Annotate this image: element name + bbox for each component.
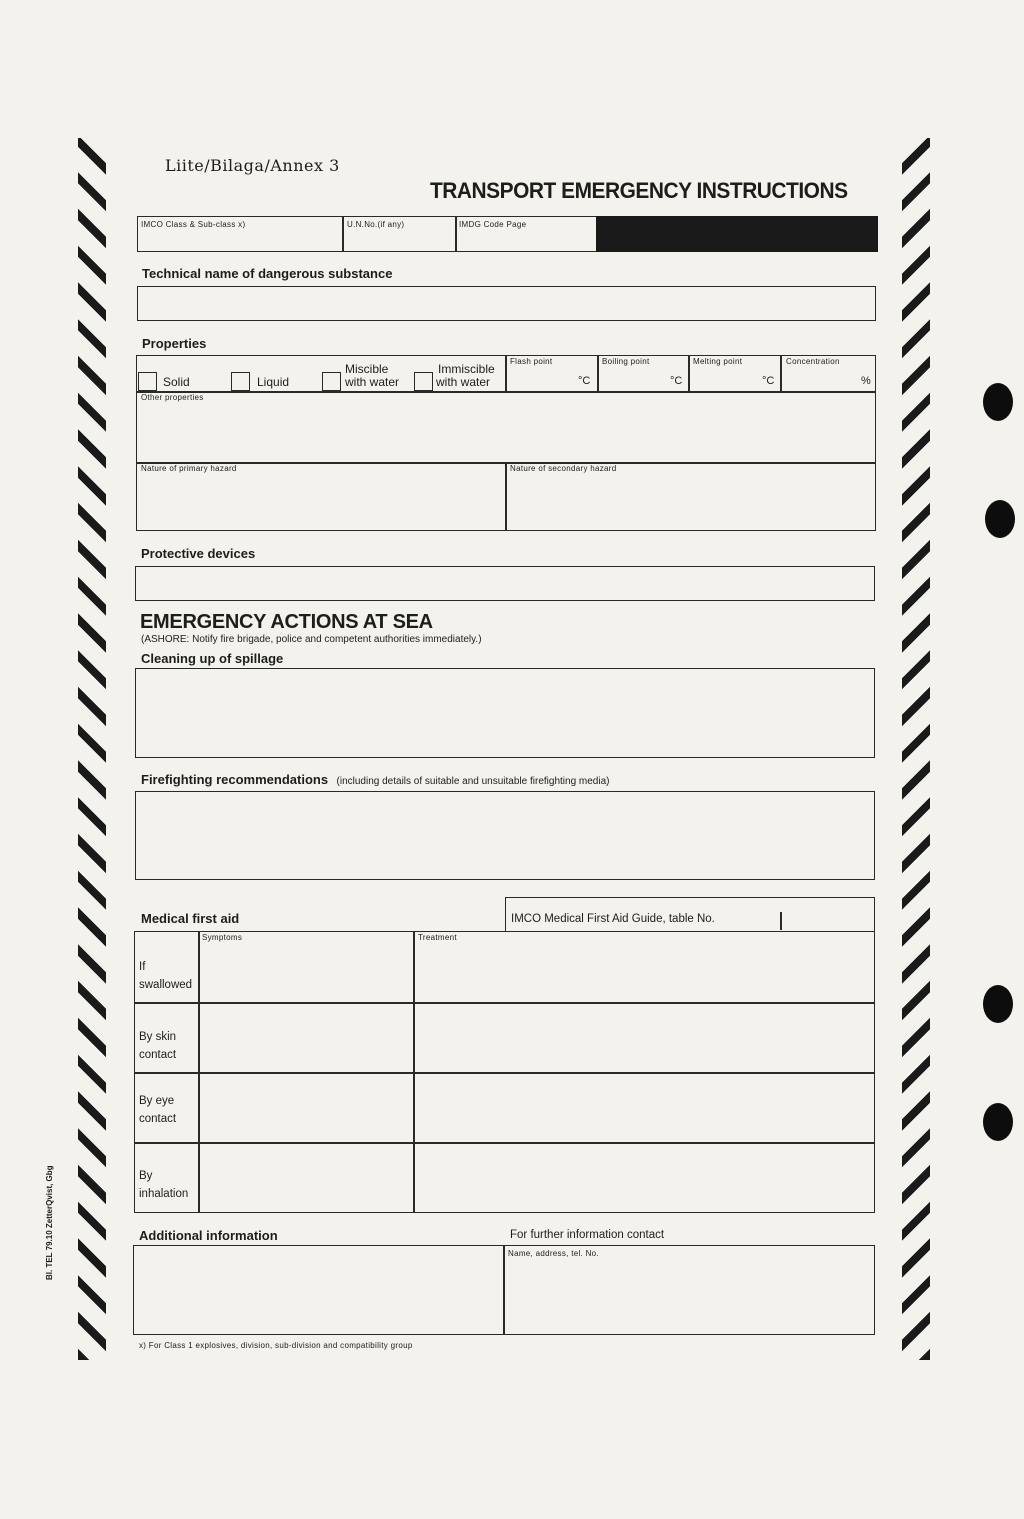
contact-field[interactable] bbox=[507, 1261, 872, 1332]
treatment-swallowed-field[interactable] bbox=[416, 945, 872, 1000]
concentration-unit: % bbox=[861, 375, 871, 387]
binder-hole bbox=[985, 500, 1015, 538]
symptoms-header: Symptoms bbox=[202, 933, 243, 942]
imdg-page-field[interactable] bbox=[458, 235, 594, 250]
ashore-note: (ASHORE: Notify fire brigade, police and competent authorities immediately.) bbox=[141, 634, 482, 645]
treatment-header: Treatment bbox=[418, 933, 457, 942]
firefighting-label: Firefighting recommendations bbox=[141, 772, 329, 787]
secondary-hazard-label: Nature of secondary hazard bbox=[510, 464, 617, 473]
imco-guide-label: IMCO Medical First Aid Guide, table No. bbox=[511, 913, 715, 925]
liquid-label: Liquid bbox=[257, 375, 290, 389]
row-label-skin: By skin contact bbox=[139, 1031, 177, 1061]
firefighting-note: (including details of suitable and unsuitable firefighting media) bbox=[336, 776, 610, 787]
binder-hole bbox=[983, 985, 1013, 1023]
emergency-heading: EMERGENCY ACTIONS AT SEA bbox=[140, 611, 433, 633]
other-properties-label: Other properties bbox=[141, 393, 204, 402]
symptoms-eye-field[interactable] bbox=[201, 1075, 411, 1140]
miscible-checkbox[interactable] bbox=[322, 372, 341, 391]
solid-checkbox[interactable] bbox=[138, 372, 157, 391]
solid-label: Solid bbox=[163, 375, 190, 389]
imdg-page-label: IMDG Code Page bbox=[459, 220, 527, 229]
binder-hole bbox=[983, 1103, 1013, 1141]
page-title: TRANSPORT EMERGENCY INSTRUCTIONS bbox=[430, 178, 848, 203]
un-number-field[interactable] bbox=[345, 235, 453, 250]
additional-info-field[interactable] bbox=[136, 1248, 501, 1332]
immiscible-label-line1: Immiscible bbox=[438, 362, 495, 376]
un-number-label: U.N.No.(if any) bbox=[347, 220, 405, 229]
hazard-stripe-right bbox=[902, 138, 930, 1360]
medical-heading: Medical first aid bbox=[141, 911, 240, 926]
hazard-stripe-left bbox=[78, 138, 106, 1360]
cleaning-field[interactable] bbox=[135, 668, 875, 758]
treatment-skin-field[interactable] bbox=[416, 1005, 872, 1070]
imco-class-label: IMCO Class & Sub-class x) bbox=[141, 220, 246, 229]
technical-name-label: Technical name of dangerous substance bbox=[142, 266, 393, 281]
symptoms-inhalation-field[interactable] bbox=[201, 1145, 411, 1210]
further-contact-label: For further information contact bbox=[510, 1229, 665, 1241]
protective-devices-field[interactable] bbox=[135, 566, 875, 601]
miscible-label-line1: Miscible bbox=[345, 362, 389, 376]
primary-hazard-label: Nature of primary hazard bbox=[141, 464, 237, 473]
footnote: x) For Class 1 explosives, division, sub-division and compatibility group bbox=[139, 1341, 413, 1350]
immiscible-label-line2: with water bbox=[436, 375, 491, 389]
name-address-label: Name, address, tel. No. bbox=[508, 1249, 599, 1258]
additional-info-label: Additional information bbox=[139, 1228, 278, 1243]
binder-hole bbox=[983, 383, 1013, 421]
melting-point-unit: °C bbox=[762, 375, 775, 387]
firefighting-field[interactable] bbox=[135, 791, 875, 880]
treatment-eye-field[interactable] bbox=[416, 1075, 872, 1140]
immiscible-checkbox[interactable] bbox=[414, 372, 433, 391]
technical-name-field[interactable] bbox=[137, 286, 876, 321]
protective-devices-label: Protective devices bbox=[141, 546, 256, 561]
row-label-swallowed: If swallowed bbox=[139, 961, 193, 991]
secondary-hazard-field[interactable] bbox=[509, 476, 873, 528]
liquid-checkbox[interactable] bbox=[231, 372, 250, 391]
firefighting-label-row bbox=[141, 771, 609, 789]
row-label-inhalation: By inhalation bbox=[139, 1170, 189, 1200]
properties-heading: Properties bbox=[142, 336, 207, 351]
flash-point-unit: °C bbox=[578, 375, 591, 387]
boiling-point-unit: °C bbox=[670, 375, 683, 387]
symptoms-swallowed-field[interactable] bbox=[201, 945, 411, 1000]
row-label-eye: By eye contact bbox=[139, 1095, 177, 1125]
printer-mark: Bl. TEL 79.10 ZetterQvist, Gbg bbox=[45, 1165, 54, 1280]
flash-point-label: Flash point bbox=[510, 357, 553, 366]
other-properties-field[interactable] bbox=[140, 405, 872, 459]
cleaning-label: Cleaning up of spillage bbox=[141, 651, 284, 666]
imco-class-field[interactable] bbox=[140, 235, 340, 250]
symptoms-skin-field[interactable] bbox=[201, 1005, 411, 1070]
miscible-label-line2: with water bbox=[345, 375, 400, 389]
primary-hazard-field[interactable] bbox=[140, 476, 502, 528]
melting-point-label: Melting point bbox=[693, 357, 743, 366]
black-field bbox=[596, 216, 878, 252]
boiling-point-label: Boiling point bbox=[602, 357, 650, 366]
annex-label: Liite/Bilaga/Annex 3 bbox=[165, 156, 340, 175]
treatment-inhalation-field[interactable] bbox=[416, 1145, 872, 1210]
imco-guide-table-field[interactable] bbox=[784, 912, 872, 930]
concentration-label: Concentration bbox=[786, 357, 840, 366]
